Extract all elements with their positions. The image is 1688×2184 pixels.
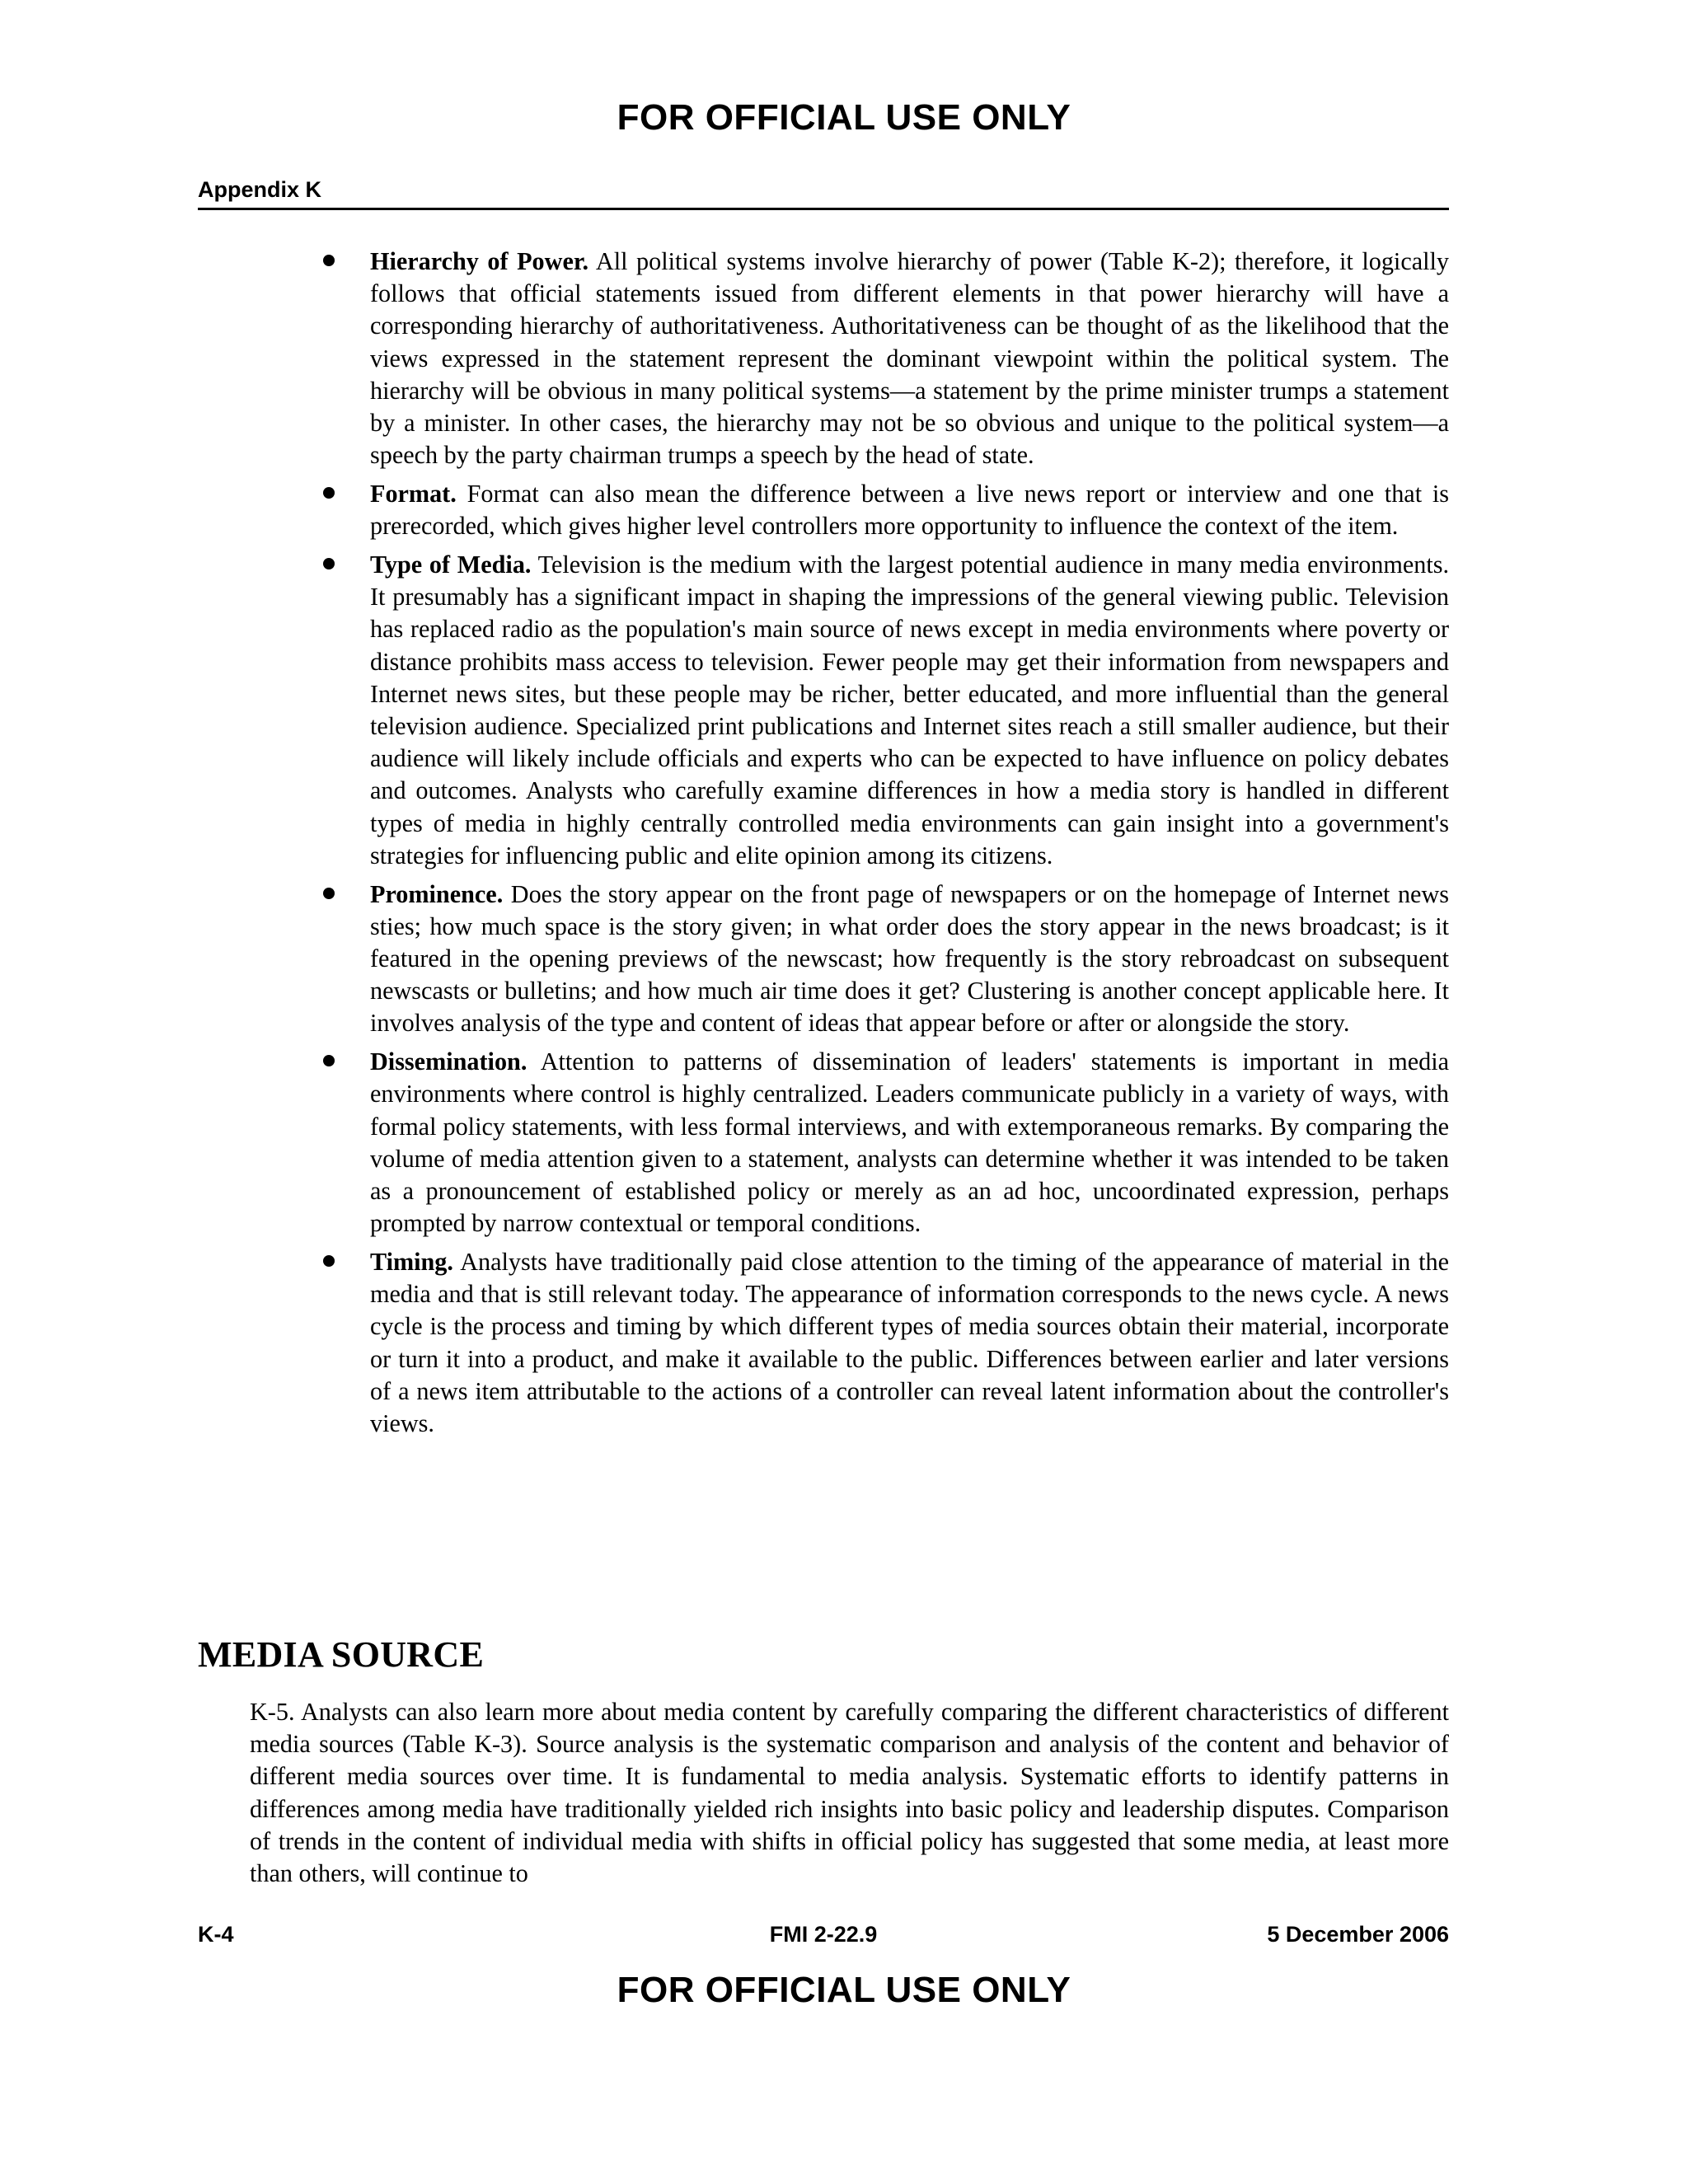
header-rule bbox=[198, 208, 1449, 210]
bullet-paragraph bbox=[370, 478, 1449, 542]
bullet-dot-icon bbox=[323, 888, 335, 899]
manual-id: FMI 2-22.9 bbox=[769, 1922, 878, 1947]
publication-date: 5 December 2006 bbox=[1267, 1922, 1449, 1947]
section-paragraph: K-5. Analysts can also learn more about media content by carefully comparing the different characteristics of different media sources (Table K-3). Source analysis is the systematic comparison and analysis of the content and behavior of different media sources over time. It is fundamental to media analysis. Systematic efforts to identify patterns in differences among media have traditionally yielded rich insights into basic policy and leadership disputes. Comparison of trends in the content of individual media with shifts in official policy has suggested that some media, at least more than others, will continue to bbox=[250, 1698, 1449, 1888]
classification-banner-bottom: FOR OFFICIAL USE ONLY bbox=[617, 1970, 1071, 2010]
appendix-label: Appendix K bbox=[198, 177, 322, 202]
bullet-dot-icon bbox=[323, 1255, 335, 1267]
bullet-item-dissemination bbox=[198, 1046, 1449, 1240]
bullet-item-prominence bbox=[198, 879, 1449, 1040]
bullet-paragraph bbox=[370, 1046, 1449, 1240]
bullet-paragraph bbox=[370, 246, 1449, 471]
bullet-dot-icon bbox=[323, 255, 335, 266]
bullet-item-timing bbox=[198, 1246, 1449, 1440]
bullet-lead: Timing. bbox=[370, 1248, 453, 1277]
bullet-text: Attention to patterns of dissemination of leaders' statements is important in media environments where control is highly centralized. Leaders communicate publicly in a variety of ways, with formal policy statements, with less formal interviews, and with extemporaneous remarks. By comparing the volume of media attention given to a statement, analysts can determine whether it was intended to be taken as a pronouncement of established policy or merely as an ad hoc, uncoordinated expression, perhaps prompted by narrow contextual or temporal conditions. bbox=[370, 1047, 1449, 1238]
bullet-item-format bbox=[198, 478, 1449, 542]
bullet-text: Analysts have traditionally paid close attention to the timing of the appearance of material in the media and that is still relevant today. The appearance of information corresponds to the news cycle. A news cycle is the process and timing by which different types of media sources obtain their material, incorporate or turn it into a product, and make it available to the public. Differences between earlier and later versions of a news item attributable to the actions of a controller can reveal latent information about the controller's views. bbox=[370, 1248, 1449, 1438]
page-number: K-4 bbox=[198, 1922, 234, 1947]
bullet-text: All political systems involve hierarchy of power (Table K-2); therefore, it logically follows that official statements issued from different elements in that power hierarchy will have a corresponding hierarchy of authoritativeness. Authoritativeness can be thought of as the likelihood that the views expressed in the statement represent the dominant viewpoint within the political system. The hierarchy will be obvious in many political systems—a statement by the prime minister trumps a statement by a minister. In other cases, the hierarchy may not be so obvious and unique to the political system—a speech by the party chairman trumps a speech by the head of state. bbox=[370, 247, 1449, 470]
section-heading: MEDIA SOURCE bbox=[198, 1634, 485, 1675]
bullet-dot-icon bbox=[323, 558, 335, 569]
bullet-lead: Type of Media. bbox=[370, 551, 532, 579]
bullet-paragraph bbox=[370, 549, 1449, 872]
bullet-paragraph bbox=[370, 879, 1449, 1040]
bullet-item-hierarchy-of-power bbox=[198, 246, 1449, 471]
bullet-lead: Format. bbox=[370, 480, 457, 509]
bullet-lead: Dissemination. bbox=[370, 1047, 528, 1076]
bullet-dot-icon bbox=[323, 1055, 335, 1066]
bullet-dot-icon bbox=[323, 487, 335, 499]
bullet-lead: Prominence. bbox=[370, 879, 504, 908]
bullet-paragraph bbox=[370, 1246, 1449, 1440]
bullet-list bbox=[198, 246, 1449, 1446]
bullet-text: Television is the medium with the largest potential audience in many media environments. It presumably has a significant impact in shaping the impressions of the general viewing public. Television has replaced radio as the population's main source of news except in media environments where poverty or distance prohibits mass access to television. Fewer people may get their information from newspapers and Internet news sites, but these people may be richer, better educated, and more influential than the general television audience. Specialized print publications and Internet sites reach a still smaller audience, but their audience will likely include officials and experts who can be expected to have influence on policy debates and outcomes. Analysts who carefully examine differences in how a media story is handled in different types of media in highly centrally controlled media environments can gain insight into a government's strategies for influencing public and elite opinion among its citizens. bbox=[370, 551, 1449, 869]
bullet-text: Does the story appear on the front page of newspapers or on the homepage of Internet news sties; how much space is the story given; in what order does the story appear in the news broadcast; is it featured in the opening previews of the newscast; how frequently is the story rebroadcast on subsequent newscasts or bulletins; and how much air time does it get? Clustering is another concept applicable here. It involves analysis of the type and content of ideas that appear before or after or alongside the story. bbox=[370, 879, 1449, 1038]
classification-banner-top: FOR OFFICIAL USE ONLY bbox=[617, 97, 1071, 138]
bullet-item-type-of-media bbox=[198, 549, 1449, 872]
bullet-text: Format can also mean the difference between a live news report or interview and one that is prerecorded, which gives higher level controllers more opportunity to influence the context of the item. bbox=[370, 480, 1449, 541]
bullet-lead: Hierarchy of Power. bbox=[370, 247, 589, 275]
